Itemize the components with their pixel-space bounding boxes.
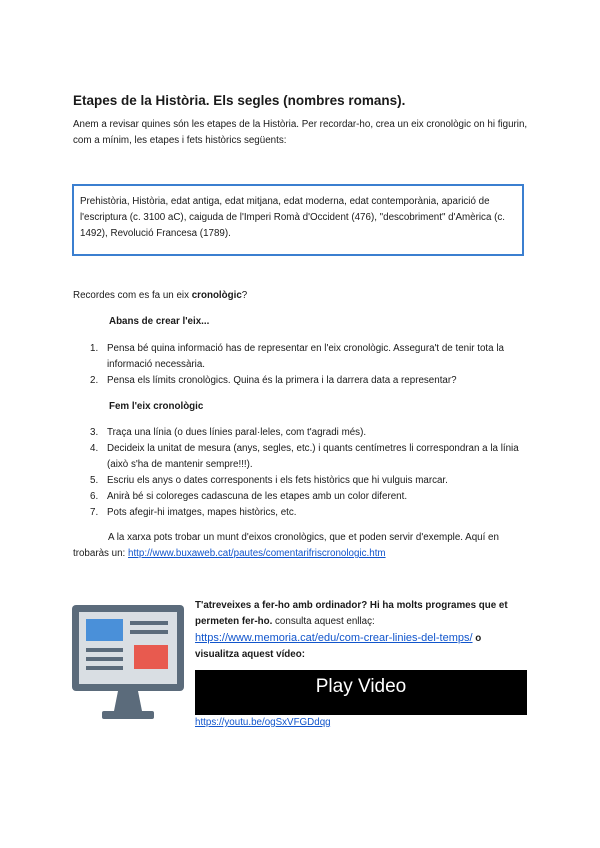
list-text: Decideix la unitat de mesura (anys, segles, etc.) i quants centímetres li correspondran a la línia (això s'ha de mantenir sempre!!!).	[107, 443, 519, 470]
callout-normal: consulta aquest enllaç:	[272, 616, 375, 627]
callout-after-link: o visualitza aquest vídeo:	[195, 633, 482, 660]
highlight-box-text: Prehistòria, Història, edat antiga, edat mitjana, edat moderna, edat contemporània, aparició de l'escriptura (c. 3100 aC), caiguda de l'Imperi Romà d'Occident (476), "descobriment" d'Amèrica (c. 1492), Revolució Francesa (1789).	[80, 196, 505, 239]
question-line	[73, 290, 247, 301]
youtube-link[interactable]: https://youtu.be/ogSxVFGDdqg	[195, 717, 331, 728]
list-number: 2.	[90, 375, 99, 386]
question-before: Recordes com es fa un eix	[73, 290, 192, 301]
question-bold: cronològic	[191, 290, 242, 301]
list-item	[90, 473, 530, 489]
list-text: Pots afegir-hi imatges, mapes històrics, etc.	[107, 507, 297, 518]
memoria-link[interactable]: https://www.memoria.cat/edu/com-crear-linies-del-temps/	[195, 632, 473, 644]
list-item	[90, 341, 530, 373]
play-video-label: Play Video	[315, 676, 407, 697]
list-number: 7.	[90, 507, 99, 518]
example-text: A la xarxa pots trobar un munt d'eixos cronològics, que et poden servir d'exemple. Aquí en trobaràs un:	[73, 532, 499, 559]
section1-heading: Abans de crear l'eix...	[109, 316, 210, 327]
callout-bold: T'atreveixes a fer-ho amb ordinador? Hi ha molts programes que et permeten fer-ho.	[195, 600, 508, 627]
list-number: 4.	[90, 443, 99, 454]
list-item	[90, 441, 530, 473]
play-video-button[interactable]	[195, 670, 527, 715]
list-item	[90, 505, 530, 521]
list-text: Pensa bé quina informació has de representar en l'eix cronològic. Assegura't de tenir tota la informació necessària.	[107, 343, 504, 370]
list-text: Traça una línia (o dues línies paral·leles, com t'agradi més).	[107, 427, 367, 438]
list-number: 3.	[90, 427, 99, 438]
example-paragraph	[73, 530, 528, 562]
list-number: 5.	[90, 475, 99, 486]
section2-heading: Fem l'eix cronològic	[109, 401, 204, 412]
list-text: Escriu els anys o dates corresponents i els fets històrics que hi vulguis marcar.	[107, 475, 448, 486]
computer-monitor-icon	[72, 605, 184, 726]
list-item	[90, 373, 530, 389]
page-title: Etapes de la Història. Els segles (nombres romans).	[73, 93, 406, 108]
highlight-box	[72, 184, 524, 256]
section2-list	[90, 425, 530, 521]
question-after: ?	[241, 290, 248, 301]
list-text: Pensa els límits cronològics. Quina és la primera i la darrera data a representar?	[107, 375, 457, 386]
list-item	[90, 489, 530, 505]
intro-text: Anem a revisar quines són les etapes de la Història. Per recordar-ho, crea un eix cronològic on hi figurin, com a mínim, les etapes i fets històrics següents:	[73, 119, 528, 146]
list-item	[90, 425, 530, 441]
list-number: 6.	[90, 491, 99, 502]
section1-list	[90, 341, 530, 389]
example-link[interactable]: http://www.buxaweb.cat/pautes/comentarifriscronologic.htm	[128, 548, 386, 559]
list-number: 1.	[90, 343, 99, 354]
list-text: Anirà bé si coloreges cadascuna de les etapes amb un color diferent.	[107, 491, 408, 502]
computer-callout	[195, 598, 525, 663]
